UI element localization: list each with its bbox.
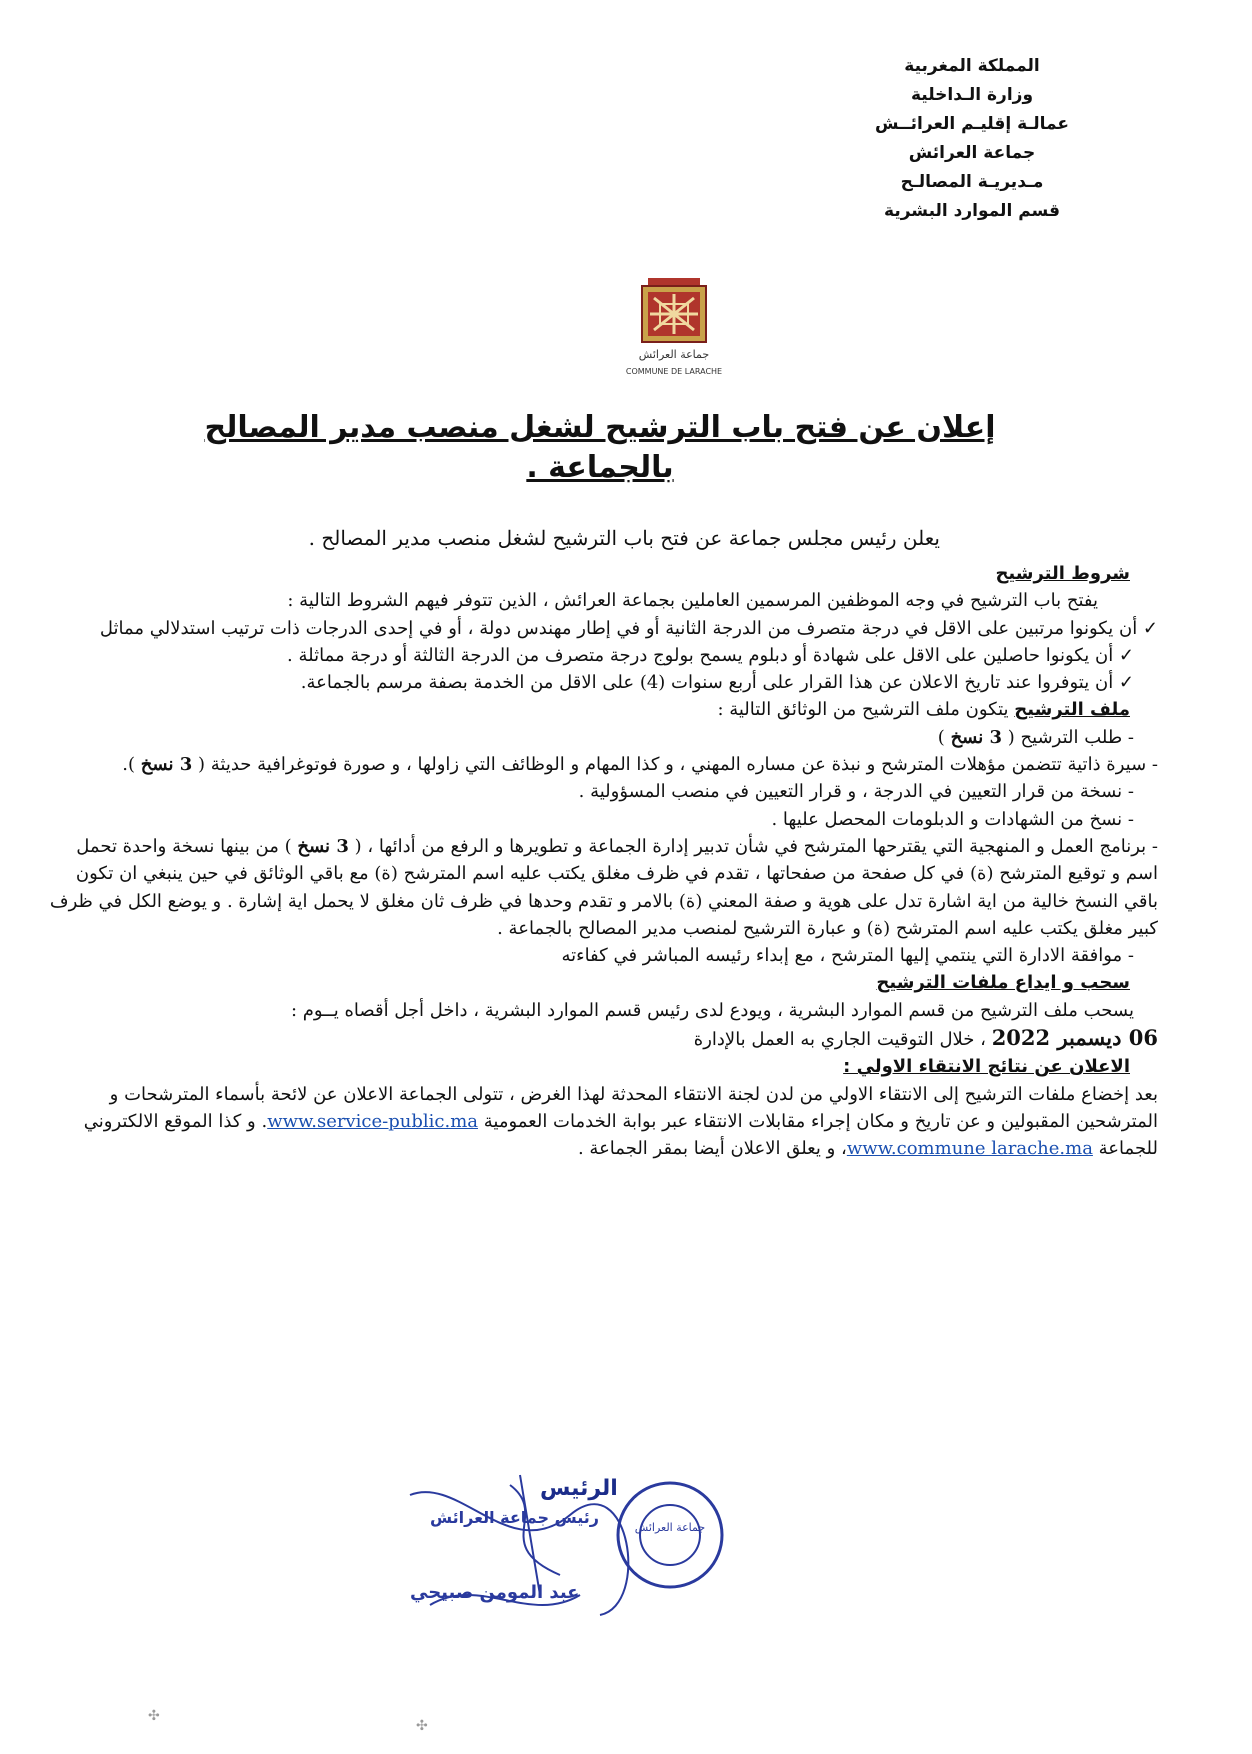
service-public-link[interactable]: www.service-public.ma — [267, 1110, 478, 1132]
file-item-cv — [48, 751, 1158, 778]
results-text-main: بعد إخضاع ملفات الترشيح إلى الانتقاء الاولي من لدن لجنة الانتقاء المحدثة لهذا الغرض ، تتولى الجماعة الاعلان عن لائحة بأسماء المترشحات و المترشحين المقبولين و عن تاريخ و مكان إجراء مقابلات الانتقاء عبر بوابة الخدمات العمومية — [109, 1083, 1158, 1132]
commune-website-link[interactable]: www.commune larache.ma — [846, 1138, 1093, 1160]
results-text — [48, 1081, 1158, 1163]
scan-speck: ✣ — [148, 1708, 160, 1724]
svg-text:COMMUNE DE LARACHE: COMMUNE DE LARACHE — [625, 367, 723, 376]
stamp-center-text: جماعة العرائش — [634, 1521, 706, 1534]
condition-item-3: ✓ أن يتوفروا عند تاريخ الاعلان عن هذا القرار على أربع سنوات (4) على الاقل من الخدمة بصفة مرسم بالجماعة. — [300, 672, 1134, 694]
signatory-name: عبد المومن صبيحي — [410, 1582, 580, 1603]
file-item-request — [48, 724, 1158, 751]
header-line-directorate: مـديريـة المصالـح — [900, 172, 1044, 192]
commune-emblem-icon — [604, 278, 744, 382]
file-item-program-copies: 3 نسخ — [297, 835, 349, 857]
intro-paragraph: يعلن رئيس مجلس جماعة عن فتح باب الترشيح لشغل منصب مدير المصالح . — [308, 526, 940, 550]
signatory-subtitle: رئيس جماعة العرائش — [430, 1508, 599, 1527]
condition-item-2: ✓ أن يكونوا حاصلين على الاقل على شهادة أو دبلوم يسمح بولوج درجة متصرف من الدرجة الثالثة أو درجة مماثلة . — [287, 644, 1134, 666]
conditions-lead: يفتح باب الترشيح في وجه الموظفين المرسمين العاملين بجماعة العرائش ، الذين تتوفر فيهم الشروط التالية : — [287, 590, 1098, 612]
commune-logo — [604, 278, 744, 382]
header-line-ministry: وزارة الـداخلية — [910, 85, 1034, 105]
file-lead: يتكون ملف الترشيح من الوثائق التالية : — [717, 699, 1009, 721]
file-item-cv-copies: 3 نسخ — [140, 754, 193, 776]
header-line-commune: جماعة العرائش — [908, 143, 1036, 163]
ministry-header — [802, 52, 1142, 226]
signatory-title: الرئيس — [540, 1476, 618, 1501]
file-item-program-details: ) من بينها نسخة واحدة تحمل اسم و توقيع المترشح (ة) في كل صفحة من صفحاتها ، تقدم في ظرف مغلق يكتب عليه اسم المترشح (ة) مع باقي الوثائق في حين ينبغي ان تكون باقي النسخ خالية من اية اشارة تدل على هوية و صفة المعني (ة) بالامر و تقدم وحدها في ظرف ثان مغلق لا يحمل اية إشارة . و يوضع الكل في ظرف كبير مغلق يكتب عليه اسم المترشح (ة) و عبارة الترشيح لمنصب مدير المصالح بالجماعة . — [49, 835, 1158, 939]
file-item-program-text: - برنامج العمل و المنهجية التي يقترحها المترشح في شأن تدبير إدارة الجماعة و تطويرها و الرفع من أدائها ، ( — [354, 835, 1158, 857]
header-line-prefecture: عمالـة إقليـم العرائــش — [875, 114, 1069, 134]
file-item-cv-close: ). — [122, 754, 136, 776]
deposit-deadline — [48, 1024, 1158, 1053]
file-item-request-close: ) — [937, 726, 945, 748]
results-section — [48, 1053, 1158, 1080]
file-section — [48, 696, 1158, 723]
title-line-1: إعلان عن فتح باب الترشيح لشغل منصب مدير المصالح — [204, 410, 996, 445]
file-item-diplomas: - نسخ من الشهادات و الدبلومات المحصل عليها . — [771, 808, 1134, 830]
results-text-site: . و كذا الموقع الالكتروني للجماعة — [83, 1110, 1158, 1160]
conditions-section — [48, 560, 1158, 587]
file-item-request-text: - طلب الترشيح ( — [1007, 726, 1134, 748]
file-item-decision: - نسخة من قرار التعيين في الدرجة ، و قرار التعيين في منصب المسؤولية . — [578, 781, 1134, 803]
title-line-2: بالجماعة . — [526, 450, 674, 485]
file-item-program — [48, 833, 1158, 942]
deposit-time-note: ، خلال التوقيت الجاري به العمل بالإدارة — [693, 1029, 986, 1051]
results-heading: الاعلان عن نتائج الانتقاء الاولي : — [843, 1056, 1130, 1078]
deposit-date: 06 ديسمبر 2022 — [991, 1025, 1158, 1051]
svg-text:جماعة العرائش: جماعة العرائش — [638, 348, 710, 361]
header-line-division: قسم الموارد البشرية — [884, 201, 1060, 221]
deposit-text: يسحب ملف الترشيح من قسم الموارد البشرية ، ويودع لدى رئيس قسم الموارد البشرية ، داخل أجل أقصاه يــوم : — [290, 999, 1134, 1021]
file-item-request-copies: 3 نسخ — [950, 726, 1003, 748]
condition-item-1: ✓ أن يكونوا مرتبين على الاقل في درجة متصرف من الدرجة الثانية أو في إطار مهندس دولة ، أو في إحدى الدرجات ذات ترتيب استدلالي مماثل — [99, 617, 1158, 639]
header-line-kingdom: المملكة المغربية — [904, 56, 1040, 76]
file-item-cv-text: - سيرة ذاتية تتضمن مؤهلات المترشح و نبذة عن مساره المهني ، و كذا المهام و الوظائف التي زاولها ، و صورة فوتوغرافية حديثة ( — [198, 754, 1158, 776]
file-item-approval: - موافقة الادارة التي ينتمي إليها المترشح ، مع إبداء رئيسه المباشر في كفاءته — [561, 945, 1134, 967]
announcement-title — [150, 408, 1050, 488]
deposit-section — [48, 969, 1158, 996]
deposit-heading: سحب و ايداع ملفات الترشيح — [876, 972, 1130, 994]
document-body — [48, 560, 1158, 1163]
results-text-posting: ، و يعلق الاعلان أيضا بمقر الجماعة . — [577, 1138, 847, 1160]
file-heading: ملف الترشيح — [1014, 699, 1130, 721]
conditions-heading: شروط الترشيح — [995, 563, 1130, 584]
scan-speck: ✣ — [416, 1718, 428, 1734]
